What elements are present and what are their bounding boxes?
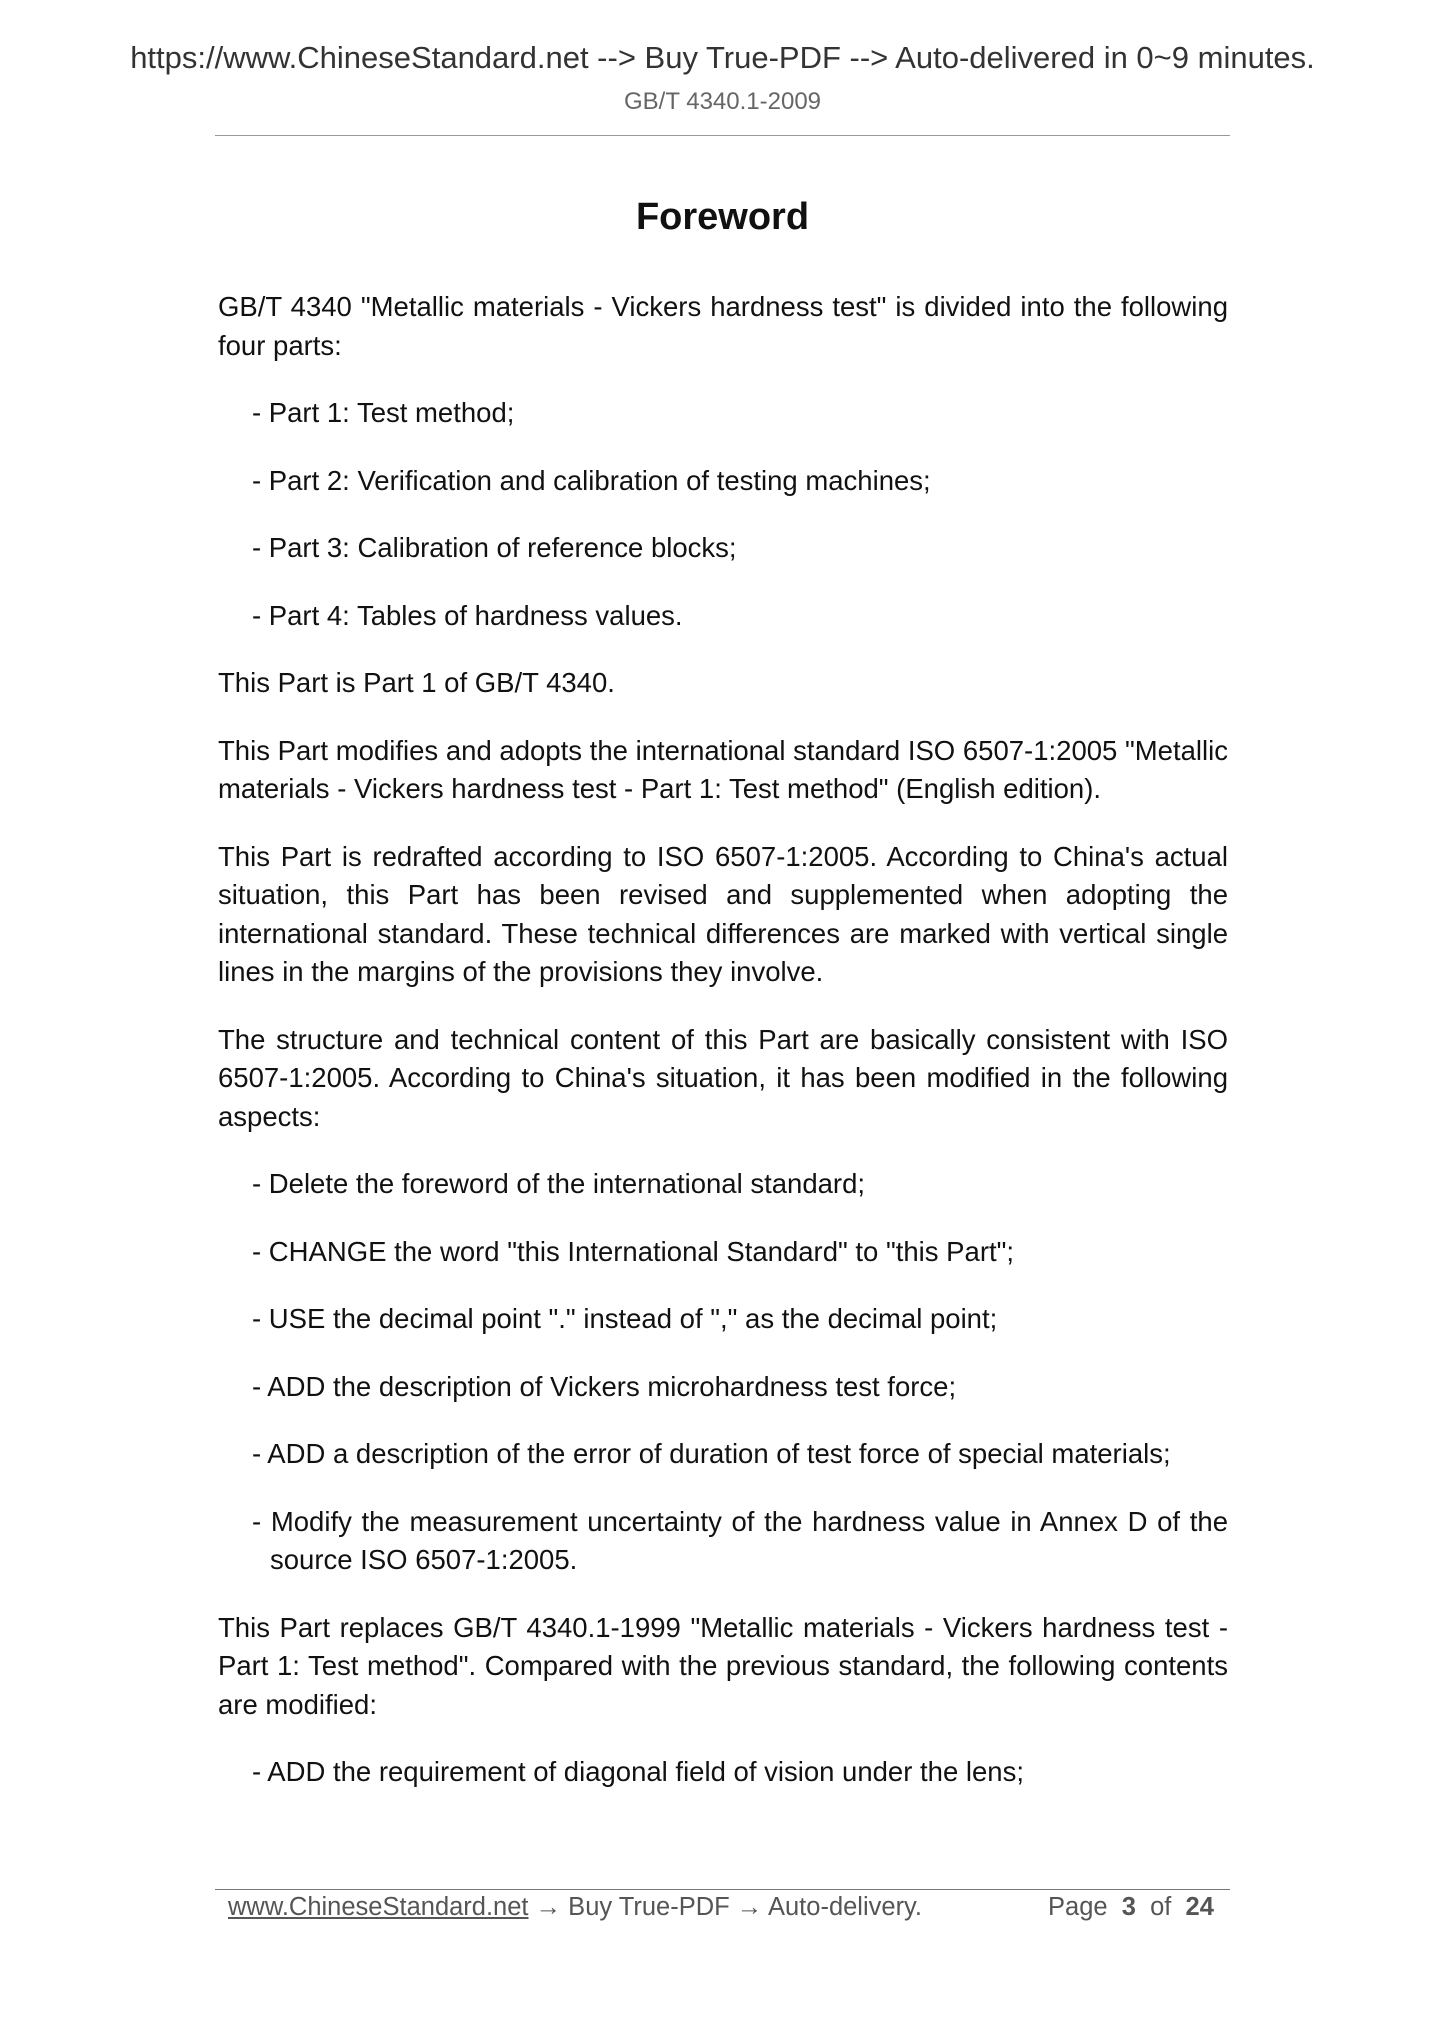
adoption-paragraph: This Part modifies and adopts the international standard ISO 6507-1:2005 "Metallic materials - Vickers hardness test - Part 1: Test method" (English edition).: [218, 734, 1228, 804]
page-indicator: [1048, 1893, 1214, 1922]
structure-paragraph: The structure and technical content of this Part are basically consistent with ISO 6507-1:2005. According to China's situation, it has been modified in the following aspects:: [218, 1023, 1228, 1132]
list-item-modification: - Delete the foreword of the international standard;: [252, 1168, 866, 1199]
list-item-modification: - CHANGE the word "this International Standard" to "this Part";: [252, 1235, 1015, 1267]
part-statement-paragraph: This Part is Part 1 of GB/T 4340.: [218, 667, 615, 698]
page-number: 3: [1121, 1893, 1136, 1921]
list-item-part-3: - Part 3: Calibration of reference blocks;: [252, 532, 737, 563]
footer-divider: [215, 1889, 1230, 1890]
list-item-part-2: - Part 2: Verification and calibration of testing machines;: [252, 464, 931, 496]
document-body: [218, 288, 1228, 1821]
list-item-modification: - USE the decimal point "." instead of "," as the decimal point;: [252, 1303, 998, 1334]
list-item-modification: - ADD the description of Vickers microhardness test force;: [252, 1370, 957, 1402]
list-item-part-4: - Part 4: Tables of hardness values.: [252, 599, 683, 631]
list-item-modification: - Modify the measurement uncertainty of the hardness value in Annex D of the source ISO 6507-1:2005.: [252, 1505, 1228, 1575]
standard-code: GB/T 4340.1-2009: [623, 88, 822, 115]
top-banner: https://www.ChineseStandard.net --> Buy True-PDF --> Auto-delivered in 0~9 minutes.: [130, 40, 1315, 75]
list-item-modification: - ADD a description of the error of duration of test force of special materials;: [252, 1438, 1171, 1469]
page-total: 24: [1185, 1893, 1214, 1921]
page-label: Page: [1048, 1893, 1108, 1921]
list-item-change: - ADD the requirement of diagonal field of vision under the lens;: [252, 1756, 1024, 1787]
replacement-paragraph: This Part replaces GB/T 4340.1-1999 "Metallic materials - Vickers hardness test - Part 1: Test method". Compared with the previous standard, the following contents are modified:: [218, 1611, 1228, 1720]
website-link[interactable]: www.ChineseStandard.net: [228, 1893, 529, 1921]
list-item-part-1: - Part 1: Test method;: [252, 397, 515, 428]
footer-tagline: [228, 1893, 922, 1922]
intro-paragraph: GB/T 4340 "Metallic materials - Vickers hardness test" is divided into the following four parts:: [218, 291, 1228, 361]
redraft-paragraph: This Part is redrafted according to ISO 6507-1:2005. According to China's actual situation, this Part has been revised and supplemented when adopting the international standard. These technical differences are marked with vertical single lines in the margins of the provisions they involve.: [218, 840, 1228, 987]
header-divider: [215, 135, 1230, 136]
footer-tagline-text: → Buy True-PDF → Auto-delivery.: [528, 1893, 922, 1921]
page-title: Foreword: [635, 196, 810, 238]
of-label: of: [1150, 1893, 1172, 1921]
